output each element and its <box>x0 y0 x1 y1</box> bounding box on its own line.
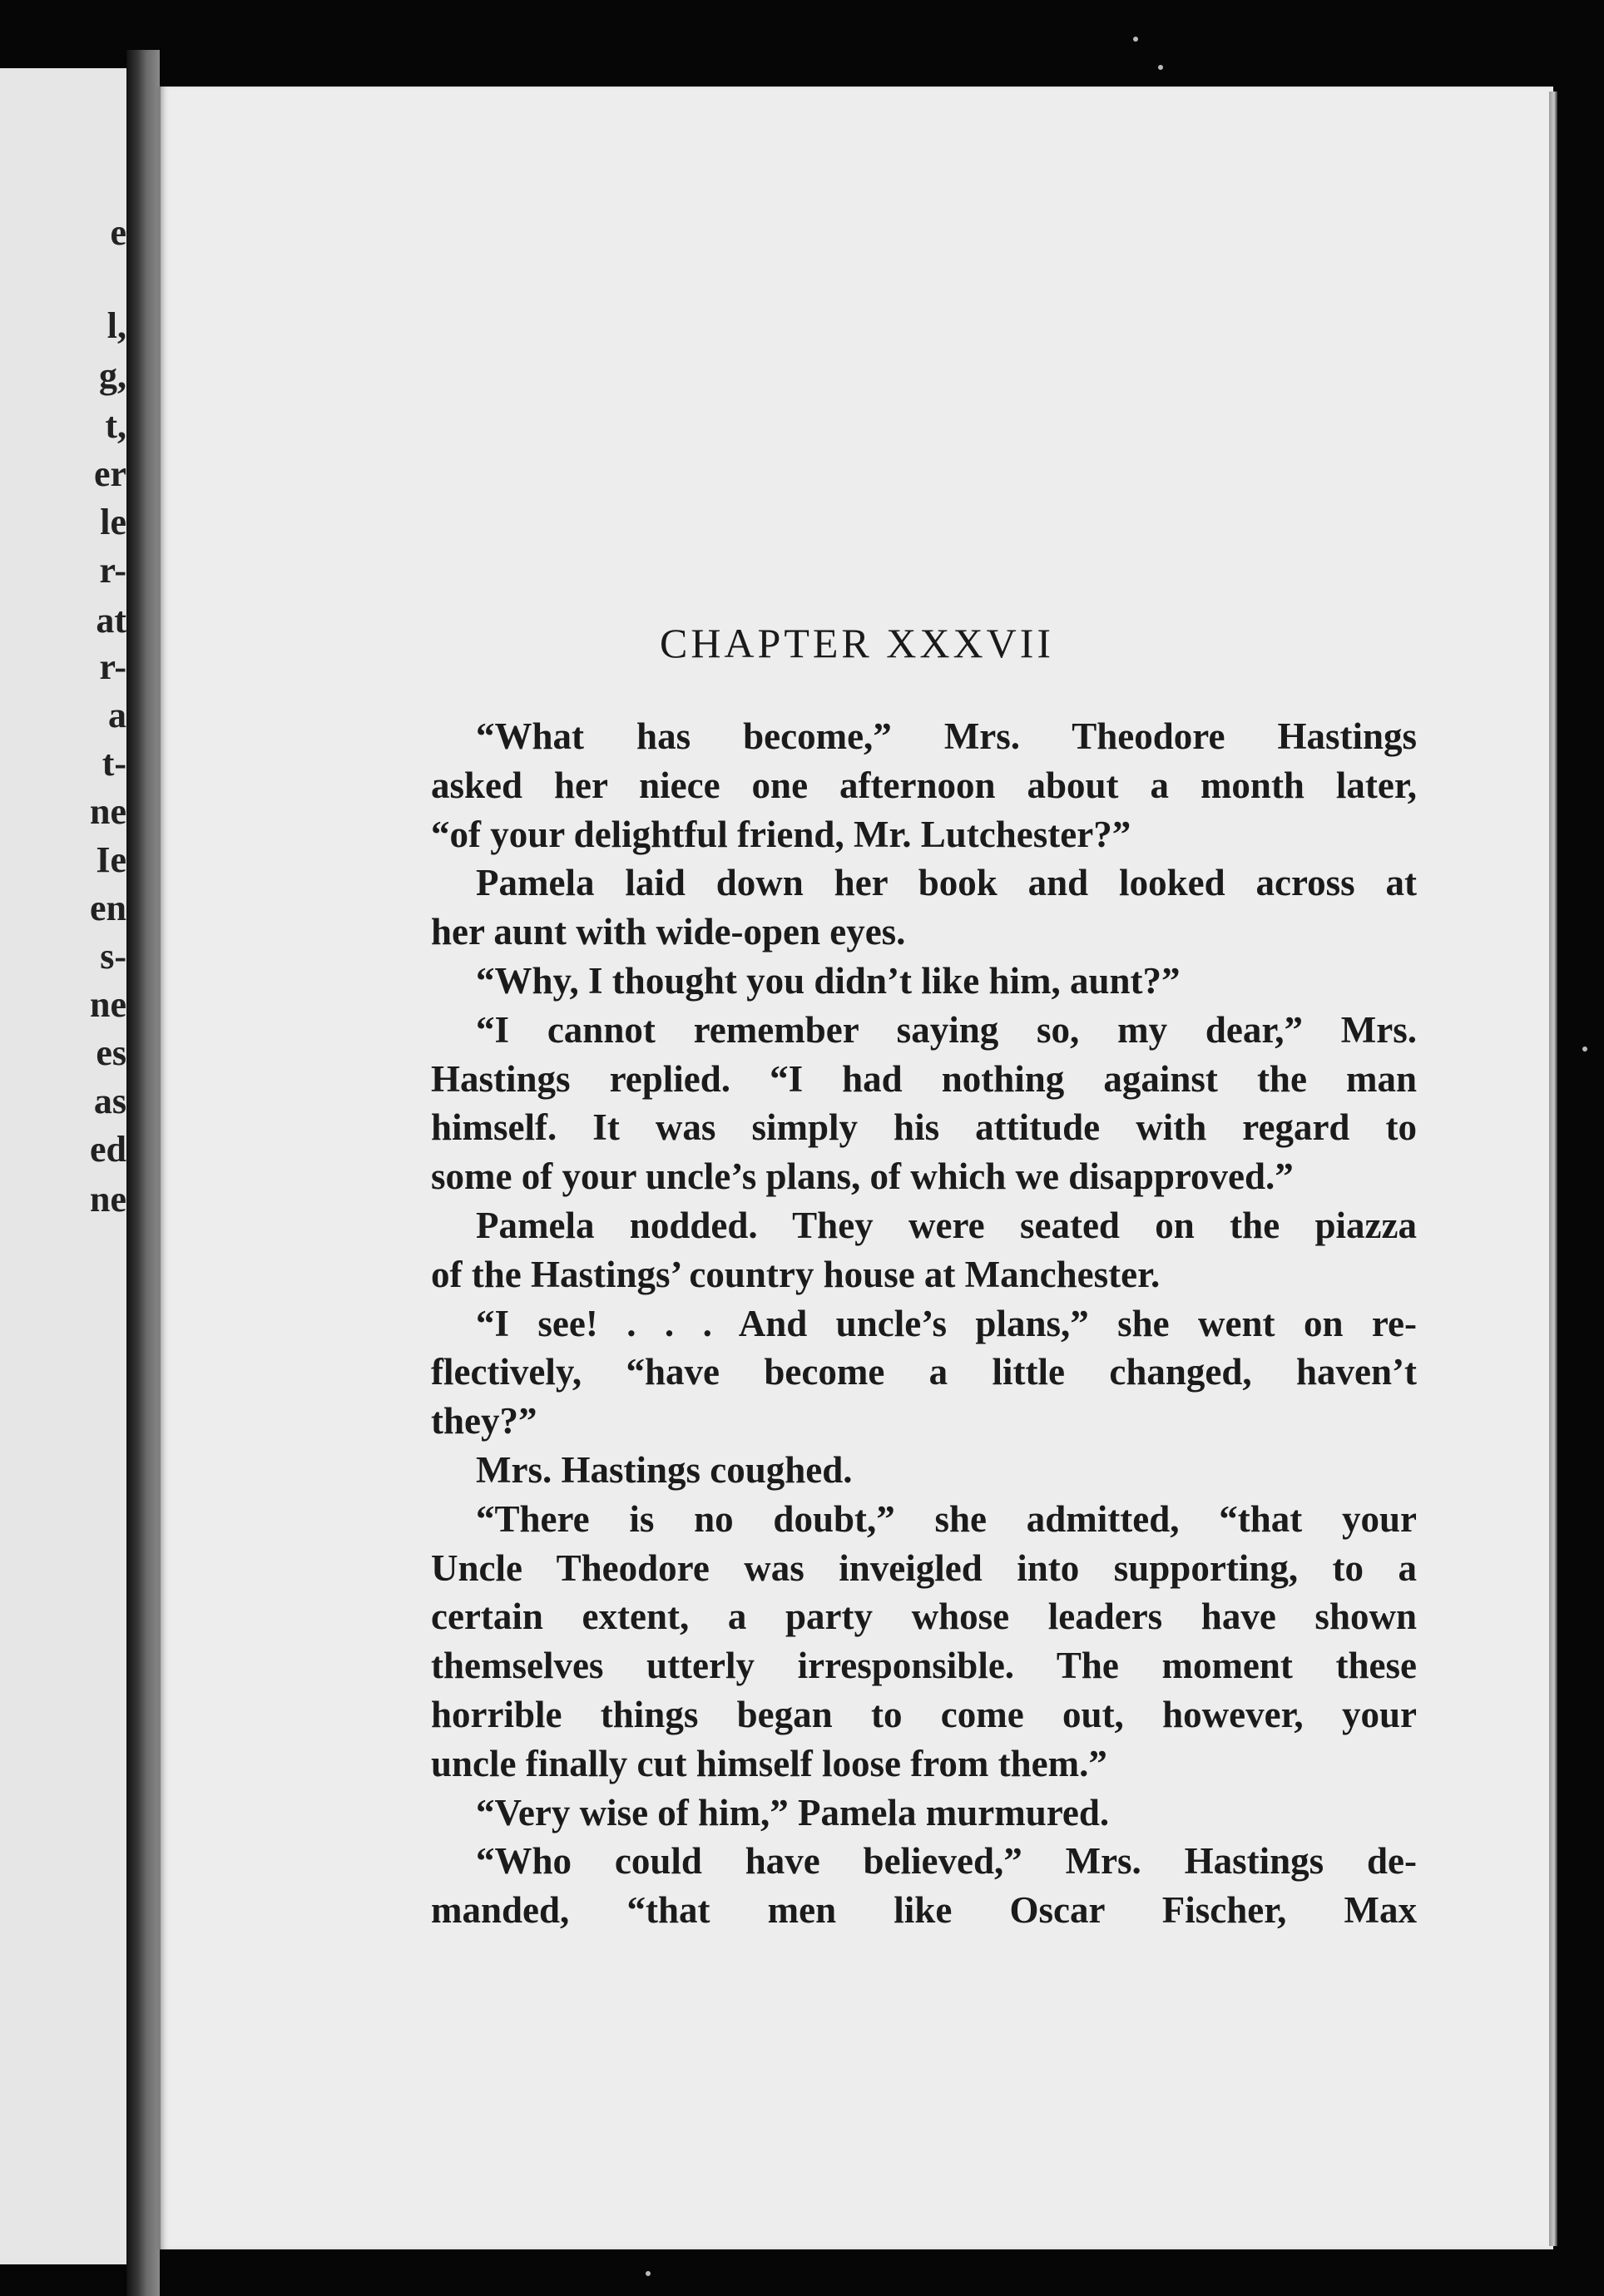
text-line: Pamela nodded. They were seated on the piazza <box>476 1204 1417 1246</box>
text-line: flectively, “have become a little changed, haven’t <box>431 1351 1417 1393</box>
text-line: horrible things began to come out, however, your <box>431 1693 1417 1735</box>
text-line: manded, “that men like Oscar Fischer, Max <box>431 1889 1417 1932</box>
text-line: themselves utterly irresponsible. The moment these <box>431 1645 1417 1687</box>
previous-page-line-ending: t- <box>101 743 126 784</box>
previous-page-line-ending: ne <box>90 791 126 832</box>
previous-page-line-ending: ne <box>90 1179 126 1220</box>
text-line: Mrs. Hastings coughed. <box>476 1448 853 1491</box>
dust-speck <box>1133 37 1138 42</box>
text-line: “What has become,” Mrs. Theodore Hastings <box>476 715 1417 757</box>
text-line: uncle finally cut himself loose from them.” <box>431 1742 1107 1784</box>
text-line: they?” <box>431 1400 537 1442</box>
previous-page-line-endings <box>0 68 126 2264</box>
book-page <box>156 87 1553 2249</box>
text-line: “of your delightful friend, Mr. Lutchester?” <box>431 813 1131 855</box>
text-line: asked her niece one afternoon about a month later, <box>431 764 1417 806</box>
text-line: “Very wise of him,” Pamela murmured. <box>476 1791 1110 1833</box>
dust-speck <box>1582 1047 1587 1052</box>
text-line: some of your uncle’s plans, of which we disapproved.” <box>431 1155 1294 1198</box>
text-line: “I cannot remember saying so, my dear,” Mrs. <box>476 1008 1417 1051</box>
text-line: “Why, I thought you didn’t like him, aunt?” <box>476 959 1181 1002</box>
previous-page-line-ending: r- <box>99 550 126 591</box>
previous-page-line-ending: ed <box>90 1129 126 1170</box>
book-gutter <box>126 50 160 2296</box>
previous-page-line-ending: a <box>108 695 126 735</box>
previous-page-line-ending: l, <box>106 305 126 346</box>
previous-page-line-ending: en <box>90 888 126 928</box>
dust-speck <box>1158 65 1163 70</box>
chapter-title: CHAPTER XXXVII <box>659 620 1055 666</box>
text-line: Hastings replied. “I had nothing against the man <box>431 1057 1417 1100</box>
text-line: her aunt with wide-open eyes. <box>431 911 906 953</box>
text-line: himself. It was simply his attitude with regard to <box>431 1106 1417 1149</box>
previous-page-line-ending: le <box>100 502 126 542</box>
previous-page-line-ending: ne <box>90 984 126 1025</box>
previous-page-line-ending: g, <box>99 355 126 396</box>
page-edge <box>1549 92 1557 2246</box>
previous-page-line-ending: Ie <box>96 839 126 880</box>
previous-page-line-ending: as <box>93 1081 126 1121</box>
previous-page-line-ending: e <box>110 212 126 253</box>
text-line: “Who could have believed,” Mrs. Hastings de- <box>476 1840 1417 1883</box>
previous-page-line-ending: at <box>96 600 126 641</box>
text-line: of the Hastings’ country house at Manchester. <box>431 1253 1161 1295</box>
previous-page-line-ending: es <box>96 1032 126 1073</box>
text-line: “I see! . . . And uncle’s plans,” she went on re- <box>476 1302 1417 1344</box>
previous-page-line-ending: t, <box>105 405 126 446</box>
previous-page-line-ending: s- <box>100 936 126 977</box>
previous-page-fragment <box>0 68 126 2264</box>
text-line: “There is no doubt,” she admitted, “that your <box>476 1497 1417 1540</box>
text-line: certain extent, a party whose leaders have shown <box>431 1596 1417 1638</box>
text-line: Pamela laid down her book and looked across at <box>476 862 1417 904</box>
previous-page-line-ending: er <box>93 453 126 494</box>
dust-speck <box>646 2271 651 2276</box>
body-text <box>431 712 1417 1935</box>
text-line: Uncle Theodore was inveigled into supporting, to a <box>431 1546 1417 1589</box>
previous-page-line-ending: r- <box>99 646 126 687</box>
